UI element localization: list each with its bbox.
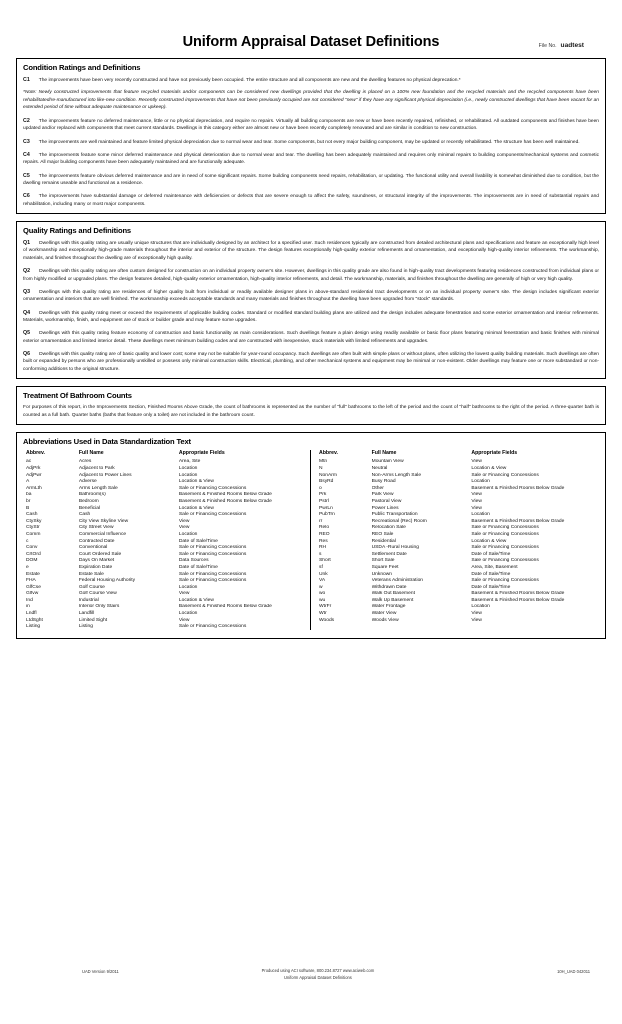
cell-appropriate-fields: Location & View (471, 538, 507, 544)
cell-appropriate-fields: Date of Sale/Time (178, 538, 218, 544)
table-row (319, 472, 596, 479)
column-header-abbrev: Abbrev. (26, 450, 45, 457)
cell-abbrev: in (26, 604, 30, 610)
condition-note: *Note: Newly constructed improvements that feature recycled materials and/or components can be considered new dwellings provided that the dwelling is placed on a 100% new foundation and the recycled materials and the recycled components have been rehabilitated/re-manufactured into like-new condition. Recently constructed improvements that have not been previously occupied are not considered "new" if they have any significant physical depreciation (i.e., newly constructed dwellings that have been vacant for an extended period of time without adequate maintenance or upkeep). (23, 90, 599, 111)
rating-text: The improvements have substantial damage or deferred maintenance with deficiencies or defects that are severe enough to affect the safety, soundness, or structural integrity of the improvements. The improvements are in need of substantial repairs and rehabilitation, including many or most major components. (23, 194, 599, 207)
table-row (26, 465, 304, 472)
footer-producer: Produced using ACI software, 800.234.8727 www.aciweb.com (261, 968, 375, 973)
table-row (319, 597, 596, 604)
cell-full-name: Estate Sale (78, 571, 104, 577)
table-row (26, 478, 304, 485)
rating-code: C1 (23, 77, 30, 83)
rating-code: C3 (23, 138, 30, 145)
table-row (26, 485, 304, 492)
rating-text: The improvements feature no deferred maintenance, little or no physical depreciation, and require no repairs. Virtually all building components are new or have been recently repaired, refinished, or rehabilitated. All outdated components and finishes have been updated and/or replaced with components that meet current standards. Dwellings in this category either are almost new or have been recently completely renovated and are similar in condition to new construction. (23, 118, 599, 132)
cell-full-name: Beneficial (78, 505, 101, 511)
cell-appropriate-fields: Basement & Finished Rooms Below Grade (178, 492, 272, 498)
rating-paragraph-q5 (22, 329, 600, 345)
cell-appropriate-fields: Location & View (178, 479, 214, 485)
condition-ratings-section (16, 58, 606, 214)
rating-text: The improvements feature some minor deferred maintenance and physical deterioration due to normal wear and tear. The dwelling has been adequately maintained and requires only minimal repairs to building components/mechanical systems and cosmetic repairs. All major building components have been adequately maintained and are functionally adequate. (23, 152, 599, 166)
table-row (319, 577, 596, 584)
cell-abbrev: A (26, 479, 30, 485)
table-row (319, 518, 596, 525)
rating-paragraph-q4 (22, 309, 600, 325)
cell-appropriate-fields: Sale or Financing Concessions (471, 531, 539, 537)
table-row (26, 564, 304, 571)
bathroom-counts-text: For purposes of this report, in the Improvements Section, Finished Rooms Above Grade, the count of bathrooms is represented as the number of "full" bathrooms to the left of the period and the count of "half" bathrooms to the right of the period. A three-quarter bath is counted as a full bath. Quarter baths (baths that feature only a toilet) are not included in the bathroom count. (23, 405, 599, 418)
table-row (319, 525, 596, 532)
cell-abbrev: Relo (319, 525, 330, 531)
table-row (319, 498, 596, 505)
cell-full-name: Walk Out Basement (371, 591, 415, 597)
cell-full-name: Other (371, 485, 384, 491)
cell-appropriate-fields: Area, Site (178, 459, 201, 465)
rating-paragraph-q1 (22, 239, 600, 262)
cell-abbrev: e (26, 564, 29, 570)
cell-full-name: Bathroom(s) (78, 492, 106, 498)
cell-abbrev: Short (319, 558, 331, 564)
table-row (319, 604, 596, 611)
cell-appropriate-fields: Sale or Financing Concessions (471, 525, 539, 531)
rating-code: C6 (23, 193, 30, 200)
cell-abbrev: Wtr (319, 611, 327, 617)
file-number-field (539, 42, 584, 49)
cell-full-name: City View Skyline View (78, 518, 129, 524)
table-row (26, 511, 304, 518)
abbreviations-title: Abbreviations Used in Data Standardization Text (23, 437, 191, 447)
cell-abbrev: NonArm (319, 472, 337, 478)
abbreviations-table-right (319, 450, 596, 623)
table-row (26, 617, 304, 624)
table-row (26, 591, 304, 598)
cell-abbrev: wo (319, 591, 326, 597)
cell-abbrev: PwrLn (319, 505, 333, 511)
rating-code: Q4 (23, 309, 31, 316)
cell-appropriate-fields: View (178, 518, 190, 524)
column-header-full-name: Full Name (78, 450, 104, 457)
cell-full-name: Court Ordered Sale (78, 551, 122, 557)
cell-full-name: Unknown (371, 571, 393, 577)
cell-full-name: Bedroom (78, 498, 99, 504)
table-row (26, 459, 304, 466)
quality-ratings-title: Quality Ratings and Definitions (23, 226, 131, 236)
column-header-full-name: Full Name (371, 450, 397, 457)
abbreviations-left-column (22, 450, 311, 630)
condition-ratings-body (22, 76, 600, 208)
table-row (26, 610, 304, 617)
rating-text: The improvements have been very recently constructed and have not previously been occupied. The entire structure and all components are new and the dwelling features no physical deprecation.* (38, 78, 461, 83)
cell-full-name: Golf Course View (78, 591, 117, 597)
table-row (26, 577, 304, 584)
cell-abbrev: CtyStr (26, 525, 40, 531)
footer-form-id: 10H_UAD 042011 (557, 969, 590, 974)
table-row (319, 511, 596, 518)
cell-full-name: Walk Up Basement (371, 597, 414, 603)
footer-version: UAD Version 9/2011 (82, 969, 119, 974)
rating-paragraph-q6 (22, 350, 600, 373)
rating-paragraph-c4 (22, 151, 600, 167)
rating-text: Dwellings with this quality rating are residences of higher quality built from individual or readily available designer plans in above-standard residential tract developments or on an individual property owner's site. The design includes significant exterior ornamentation and interiors that are well finished. The workmanship exceeds acceptable standards and many materials and finishes throughout the dwelling have been upgraded from "stock" standards. (23, 289, 599, 303)
cell-appropriate-fields: Date of Sale/Time (471, 571, 511, 577)
cell-full-name: Mountain View (371, 459, 404, 465)
cell-full-name: Power Lines (371, 505, 399, 511)
column-header-appropriate-fields: Appropriate Fields (471, 450, 518, 457)
cell-appropriate-fields: Sale or Financing Concessions (178, 545, 247, 551)
cell-full-name: Relocation Sale (371, 525, 406, 531)
cell-appropriate-fields: Location (178, 584, 198, 590)
cell-abbrev: N (319, 466, 323, 472)
table-row (26, 538, 304, 545)
cell-full-name: Woods View (371, 617, 399, 623)
rating-code: Q2 (23, 268, 31, 275)
table-header-row (319, 450, 596, 459)
cell-full-name: Contracted Date (78, 538, 115, 544)
cell-appropriate-fields: View (471, 459, 482, 465)
column-header-appropriate-fields: Appropriate Fields (178, 450, 225, 457)
table-row (26, 492, 304, 499)
cell-full-name: Landfill (78, 611, 95, 617)
footer-document-name: Uniform Appraisal Dataset Definitions (284, 974, 352, 980)
cell-appropriate-fields: Location (471, 512, 490, 518)
table-row (319, 617, 596, 624)
rating-text: Dwellings with this quality rating feature economy of construction and basic functionality as main considerations. Such dwellings feature a plain design using readily available or basic floor plans featuring minimal fenestration and basic finishes with minimal exterior ornamentation and limited interior detail. These dwellings meet minimum building codes and are constructed with inexpensive, stock materials with limited refinements and upgrades. (23, 331, 599, 344)
cell-appropriate-fields: View (178, 591, 190, 597)
rating-text: The improvements are well maintained and feature limited physical depreciation due to normal wear and tear. Some components, but not every major building component, may be updated or recently rehabilitated. The structure has been well maintained. (38, 139, 580, 145)
cell-appropriate-fields: Basement & Finished Rooms Below Grade (471, 485, 565, 491)
cell-appropriate-fields: View (471, 611, 482, 617)
cell-full-name: Residential (371, 538, 396, 544)
cell-full-name: Recreational (Rec) Room (371, 518, 427, 524)
table-row (319, 564, 596, 571)
cell-appropriate-fields: Sale or Financing Concessions (471, 472, 539, 478)
cell-abbrev: Unk (319, 571, 328, 577)
page-title: Uniform Appraisal Dataset Definitions (182, 34, 440, 50)
cell-appropriate-fields: Basement & Finished Rooms Below Grade (178, 498, 272, 504)
cell-appropriate-fields: Basement & Finished Rooms Below Grade (178, 604, 272, 610)
cell-abbrev: BsyRd (319, 479, 334, 485)
cell-full-name: Park View (371, 492, 394, 498)
bathroom-counts-section (16, 386, 606, 425)
rating-code: C2 (23, 117, 30, 124)
cell-abbrev: Conv (26, 545, 38, 551)
cell-abbrev: AdjPrk (26, 466, 41, 472)
cell-abbrev: Comm (26, 531, 41, 537)
cell-abbrev: ac (26, 459, 32, 465)
cell-full-name: Settlement Date (371, 551, 407, 557)
rating-code: Q6 (23, 351, 31, 358)
cell-appropriate-fields: Sale or Financing Concessions (178, 485, 247, 491)
cell-appropriate-fields: Location & View (178, 597, 214, 603)
table-row (26, 551, 304, 558)
table-row (319, 571, 596, 578)
cell-abbrev: rr (319, 518, 323, 524)
cell-full-name: USDA -Rural Housing (371, 545, 419, 551)
cell-abbrev: Mtn (319, 459, 328, 465)
cell-full-name: Short Sale (371, 558, 395, 564)
cell-appropriate-fields: Date of Sale/Time (178, 564, 218, 570)
cell-full-name: Expiration Date (78, 564, 113, 570)
cell-abbrev: s (319, 551, 322, 557)
rating-paragraph-c5 (22, 172, 600, 188)
rating-code: C5 (23, 172, 30, 179)
cell-appropriate-fields: Location (178, 531, 198, 537)
table-row (319, 478, 596, 485)
table-row (26, 597, 304, 604)
rating-text: Dwellings with this quality rating are often custom designed for construction on an individual property owner's site. However, dwellings in this quality grade are also found in high-quality tract developments featuring residences constructed from individual plans or from highly modified or upgraded plans. The design features detailed, high-quality exterior ornamentation, high-quality interior refinements, and detail. The workmanship, materials, and finishes throughout the dwelling are generally of high or very high quality. (23, 269, 599, 282)
table-row (319, 485, 596, 492)
table-row (26, 505, 304, 512)
table-row (319, 544, 596, 551)
table-row (26, 518, 304, 525)
table-row (26, 525, 304, 532)
rating-paragraph-c2 (22, 117, 600, 133)
cell-abbrev: w (319, 584, 323, 590)
cell-abbrev: DOM (26, 558, 38, 564)
cell-full-name: Adjacent to Park (78, 466, 115, 472)
abbreviations-right-column (311, 450, 600, 630)
rating-text: Dwellings with this quality rating are of basic quality and lower cost; some may not be suitable for year-round occupancy. Such dwellings are often built with simple plans or without plans, often utilizing the lowest quality building materials. Such dwellings are often built or expanded by persons who are professionally unskilled or possess only minimal construction skills. Electrical, plumbing, and other mechanical systems and equipment may be minimal or non-existent. Older dwellings may feature one or more substandard or non-conforming additions to the original structure. (23, 352, 599, 372)
cell-full-name: Square Feet (371, 564, 399, 570)
cell-appropriate-fields: Location & View (178, 505, 214, 511)
cell-full-name: Listing (78, 624, 93, 630)
table-row (319, 584, 596, 591)
abbreviations-section (16, 432, 606, 639)
cell-full-name: Federal Housing Authority (78, 578, 136, 584)
cell-full-name: Acres (78, 459, 92, 465)
cell-abbrev: Res (319, 538, 328, 544)
table-row (319, 538, 596, 545)
cell-full-name: Arms Length Sale (78, 485, 118, 491)
table-row (319, 465, 596, 472)
cell-full-name: Limited Sight (78, 617, 108, 623)
table-row (26, 571, 304, 578)
cell-full-name: Veterans Administration (371, 578, 424, 584)
table-row (26, 623, 304, 630)
rating-text: Dwellings with this quality rating meet or exceed the requirements of applicable building codes. Standard or modified standard building plans are utilized and the design includes adequate fenestration and some exterior ornamentation and interior refinements. Materials, workmanship, finish, and equipment are of stock or builder grade and may feature some upgrades. (23, 310, 599, 323)
cell-abbrev: Woods (319, 617, 335, 623)
cell-appropriate-fields: Basement & Finished Rooms Below Grade (471, 591, 565, 597)
cell-abbrev: sf (319, 564, 323, 570)
bathroom-counts-title: Treatment Of Bathroom Counts (23, 391, 132, 401)
table-row (319, 591, 596, 598)
cell-full-name: Commercial Influence (78, 531, 127, 537)
cell-abbrev: CrtOrd (26, 551, 41, 557)
rating-paragraph-c3 (22, 138, 600, 146)
cell-abbrev: PubTrn (319, 512, 335, 518)
footer-center (79, 968, 557, 982)
cell-appropriate-fields: Sale or Financing Concessions (471, 558, 539, 564)
table-row (26, 498, 304, 505)
cell-abbrev: WtrFr (319, 604, 332, 610)
table-row (319, 531, 596, 538)
cell-full-name: Industrial (78, 597, 99, 603)
cell-appropriate-fields: Location & View (471, 466, 507, 472)
cell-abbrev: LtdSght (26, 617, 43, 623)
cell-abbrev: ArmLth (26, 485, 42, 491)
rating-paragraph-c1 (22, 76, 600, 84)
cell-full-name: REO Sale (371, 531, 394, 537)
cell-abbrev: br (26, 498, 31, 504)
quality-ratings-body (22, 239, 600, 373)
table-row (319, 492, 596, 499)
cell-appropriate-fields: View (471, 617, 482, 623)
cell-abbrev: VA (319, 578, 326, 584)
cell-abbrev: FHA (26, 578, 36, 584)
cell-appropriate-fields: Area, Site, Basement (471, 564, 518, 570)
table-row (319, 610, 596, 617)
cell-appropriate-fields: Location (471, 479, 490, 485)
cell-appropriate-fields: Location (178, 472, 198, 478)
table-row (319, 459, 596, 466)
cell-appropriate-fields: Basement & Finished Rooms Below Grade (471, 597, 565, 603)
cell-appropriate-fields: Location (471, 604, 490, 610)
condition-ratings-title: Condition Ratings and Definitions (23, 63, 141, 72)
cell-appropriate-fields: Data Sources (178, 558, 209, 564)
cell-appropriate-fields: View (178, 617, 190, 623)
rating-paragraph-q2 (22, 267, 600, 283)
document-header (0, 0, 622, 58)
table-row (319, 551, 596, 558)
cell-full-name: Days On Market (78, 558, 115, 564)
table-row (319, 558, 596, 565)
cell-abbrev: GlfCse (26, 584, 41, 590)
table-row (26, 558, 304, 565)
cell-abbrev: Cash (26, 512, 38, 518)
rating-code: C4 (23, 151, 30, 158)
cell-full-name: Water View (371, 611, 397, 617)
cell-full-name: Conventional (78, 545, 108, 551)
cell-full-name: Golf Course (78, 584, 105, 590)
cell-appropriate-fields: Sale or Financing Concessions (178, 571, 247, 577)
cell-abbrev: c (26, 538, 29, 544)
cell-abbrev: CtySky (26, 518, 42, 524)
cell-abbrev: REO (319, 531, 330, 537)
cell-full-name: Adverse (78, 479, 97, 485)
cell-abbrev: Pstrl (319, 498, 329, 504)
cell-full-name: Water Frontage (371, 604, 406, 610)
cell-appropriate-fields: Date of Sale/Time (471, 551, 511, 557)
cell-full-name: City Street View (78, 525, 114, 531)
cell-appropriate-fields: Sale or Financing Concessions (471, 545, 539, 551)
cell-full-name: Interior Only Stairs (78, 604, 120, 610)
cell-full-name: Public Transportation (371, 512, 418, 518)
rating-code: Q1 (23, 240, 31, 247)
cell-appropriate-fields: Sale or Financing Concessions (471, 578, 539, 584)
table-row (26, 584, 304, 591)
cell-appropriate-fields: Date of Sale/Time (471, 584, 511, 590)
cell-abbrev: Lndfl (26, 611, 37, 617)
rating-text: Dwellings with this quality rating are usually unique structures that are individually designed by an architect for a specified user. Such residences typically are constructed from detailed architectural plans and specifications and feature an exceptionally high level of workmanship and exceptionally high-grade materials throughout the interior and exterior of the structure. The design features exceptionally high-quality exterior refinements and ornamentation, and exceptionally high-quality interior refinements. The workmanship, materials, and finishes throughout the dwelling are of exceptionally high quality. (23, 241, 599, 261)
abbreviations-columns (22, 450, 600, 630)
table-header-row (26, 450, 304, 459)
cell-full-name: Non-Arms Length Sale (371, 472, 422, 478)
cell-abbrev: Prk (319, 492, 327, 498)
cell-abbrev: RH (319, 545, 327, 551)
cell-appropriate-fields: View (178, 525, 190, 531)
cell-appropriate-fields: Sale or Financing Concessions (178, 512, 247, 518)
quality-ratings-section (16, 221, 606, 379)
file-number-value: uadtest (560, 42, 584, 49)
cell-abbrev: wu (319, 597, 326, 603)
cell-appropriate-fields: Location (178, 466, 198, 472)
cell-abbrev: Glfvw (26, 591, 39, 597)
rating-text: The improvements feature obvious deferred maintenance and are in need of some significant repairs. Some building components need repairs, rehabilitation, or updating. The functional utility and overall livability is somewhat diminished due to condition, but the dwelling remains useable and functional as a residence. (23, 173, 599, 187)
cell-full-name: Busy Road (371, 479, 396, 485)
cell-full-name: Adjacent to Power Lines (78, 472, 132, 478)
file-number-label: File No. (538, 43, 557, 49)
document-footer (0, 968, 622, 982)
rating-paragraph-q3 (22, 288, 600, 304)
cell-appropriate-fields: View (471, 505, 482, 511)
rating-code: Q3 (23, 288, 31, 295)
cell-full-name: Cash (78, 512, 91, 518)
cell-appropriate-fields: View (471, 492, 482, 498)
table-row (26, 604, 304, 611)
table-row (26, 544, 304, 551)
table-row (26, 531, 304, 538)
cell-full-name: Withdrawn Date (371, 584, 407, 590)
rating-code: Q5 (23, 330, 31, 337)
column-header-abbrev: Abbrev. (319, 450, 338, 457)
cell-abbrev: Listing (26, 624, 41, 630)
cell-abbrev: o (319, 485, 322, 491)
cell-full-name: Neutral (371, 466, 388, 472)
rating-paragraph-c6 (22, 192, 600, 208)
cell-appropriate-fields: Sale or Financing Concessions (178, 578, 247, 584)
cell-abbrev: B (26, 505, 30, 511)
cell-appropriate-fields: Sale or Financing Concessions (178, 551, 247, 557)
cell-appropriate-fields: View (471, 498, 482, 504)
cell-appropriate-fields: Sale or Financing Concessions (178, 624, 247, 630)
cell-appropriate-fields: Location (178, 611, 198, 617)
cell-abbrev: ba (26, 492, 32, 498)
cell-abbrev: Estate (26, 571, 40, 577)
table-row (319, 505, 596, 512)
cell-full-name: Pastoral View (371, 498, 402, 504)
cell-abbrev: Ind (26, 597, 33, 603)
table-row (26, 472, 304, 479)
cell-appropriate-fields: Basement & Finished Rooms Below Grade (471, 518, 565, 524)
abbreviations-table-left (26, 450, 304, 630)
cell-abbrev: AdjPwr (26, 472, 42, 478)
